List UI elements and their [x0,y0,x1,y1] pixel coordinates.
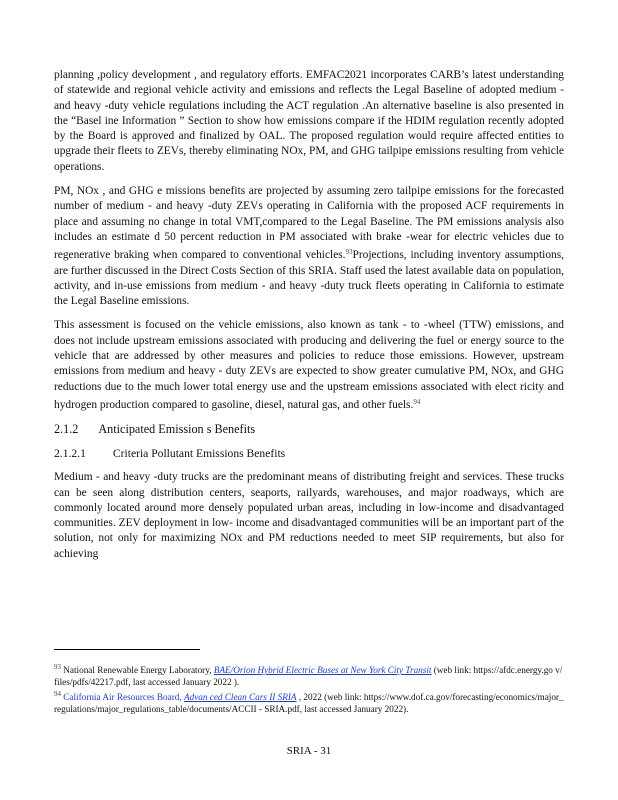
paragraph-text: planning ,policy development , and regulatory efforts. EMFAC2021 incorporates CARB’s latest understanding of statewide and regional vehicle activity and emissions and reflects the Legal Baseline of adopted medium - and heavy -duty vehicle regulations including the ACT regulation .An alternative baseline is also presented in the “Basel ine Information ” Section to show how emissions compare if the HDIM regulation recently adopted by the Board is approved and finalized by OAL. The proposed regulation would require affected entities to upgrade their fleets to ZEVs, thereby eliminating NOx, PM, and GHG tailpipe emissions resulting from vehicle operations. [54,69,564,173]
footnote-details: (web link: https://afdc.energy.go v/files/pdfs/42217.pdf, last accessed January 2022 ). [54,665,563,687]
page-number: SRIA - 31 [286,745,332,757]
subsection-title: Criteria Pollutant Emissions Benefits [112,447,286,461]
footnotes [54,662,564,716]
footnote-details: , 2022 (web link: https://www.dof.ca.gov/forecasting/economics/major_regulations/major_regulations_table/documents/ACCII - SRIA.pdf, last accessed January 2022). [54,692,564,714]
footnote-94 [54,689,564,715]
footnote-source-link[interactable]: California Air Resources Board, [63,692,182,703]
footnote-ref-94[interactable]: 94 [413,397,421,406]
paragraph-emfac [54,68,564,175]
paragraph-text: Projections, including inventory assumptions, are further discussed in the Direct Costs Section of this SRIA. Staff used the latest available data on population, activity, and in-use emissions from medium - and heavy -duty truck fleets operating in California to estimate the Legal Baseline emissions. [54,249,564,308]
footnote-title-link[interactable]: BAE/Orion Hybrid Electric Buses at New York City Transit [213,665,432,675]
footnote-number: 93 [54,663,61,671]
footnote-ref-93[interactable]: 93 [345,248,353,257]
section-heading-2-1-2 [54,422,564,437]
paragraph-trucks [54,470,564,562]
paragraph-text: This assessment is focused on the vehicle emissions, also known as tank - to -wheel (TTW) emissions, and does not include upstream emissions associated with producing and delivering the fuel or energy source to the vehicle that are addressed by other measures and policies to reduce those emissions. However, upstream emissions from medium and heavy - duty ZEVs are expected to show greater cumulative PM, NOx, and GHG reductions due to the much lower total energy use and the upstream emissions associated with elect ricity and hydrogen production compared to gasoline, diesel, natural gas, and other fuels. [54,319,564,411]
subsection-number: 2.1.2.1 [54,447,86,461]
section-number: 2.1.2 [54,422,79,437]
section-heading-2-1-2-1 [54,447,564,460]
paragraph-text: Medium - and heavy -duty trucks are the predominant means of distributing freight and services. These trucks can be seen along distribution centers, seaports, railyards, warehouses, and major roadways, which are commonly located around more densely populated urban areas, including in low-income and disadvantaged communities. ZEV deployment in low- income and disadvantaged communities will be an important part of the solution, not only for maximizing NOx and PM reductions needed to meet SIP requirements, but also for achieving [54,471,564,560]
footnote-title-link[interactable]: Advan ced Clean Cars II SRIA [183,692,297,703]
document-body [54,68,564,571]
paragraph-text: PM, NOx , and GHG e missions benefits are projected by assuming zero tailpipe emissions for the forecasted number of medium - and heavy -duty ZEVs operating in California with the proposed ACF requirements in place and assuming no change in total VMT,compared to the Legal Baseline. The PM emissions analysis also includes an estimate d 50 percent reduction in PM associated with brake -wear for electric vehicles due to regenerative braking when compared to conventional vehicles. [54,185,564,262]
section-title: Anticipated Emission s Benefits [98,422,256,437]
footnote-93 [54,662,564,688]
footnote-source: National Renewable Energy Laboratory, [63,665,212,675]
footnote-divider [54,649,200,650]
footnote-number: 94 [54,690,61,699]
paragraph-ttw [54,318,564,413]
paragraph-pm-nox-ghg [54,184,564,309]
